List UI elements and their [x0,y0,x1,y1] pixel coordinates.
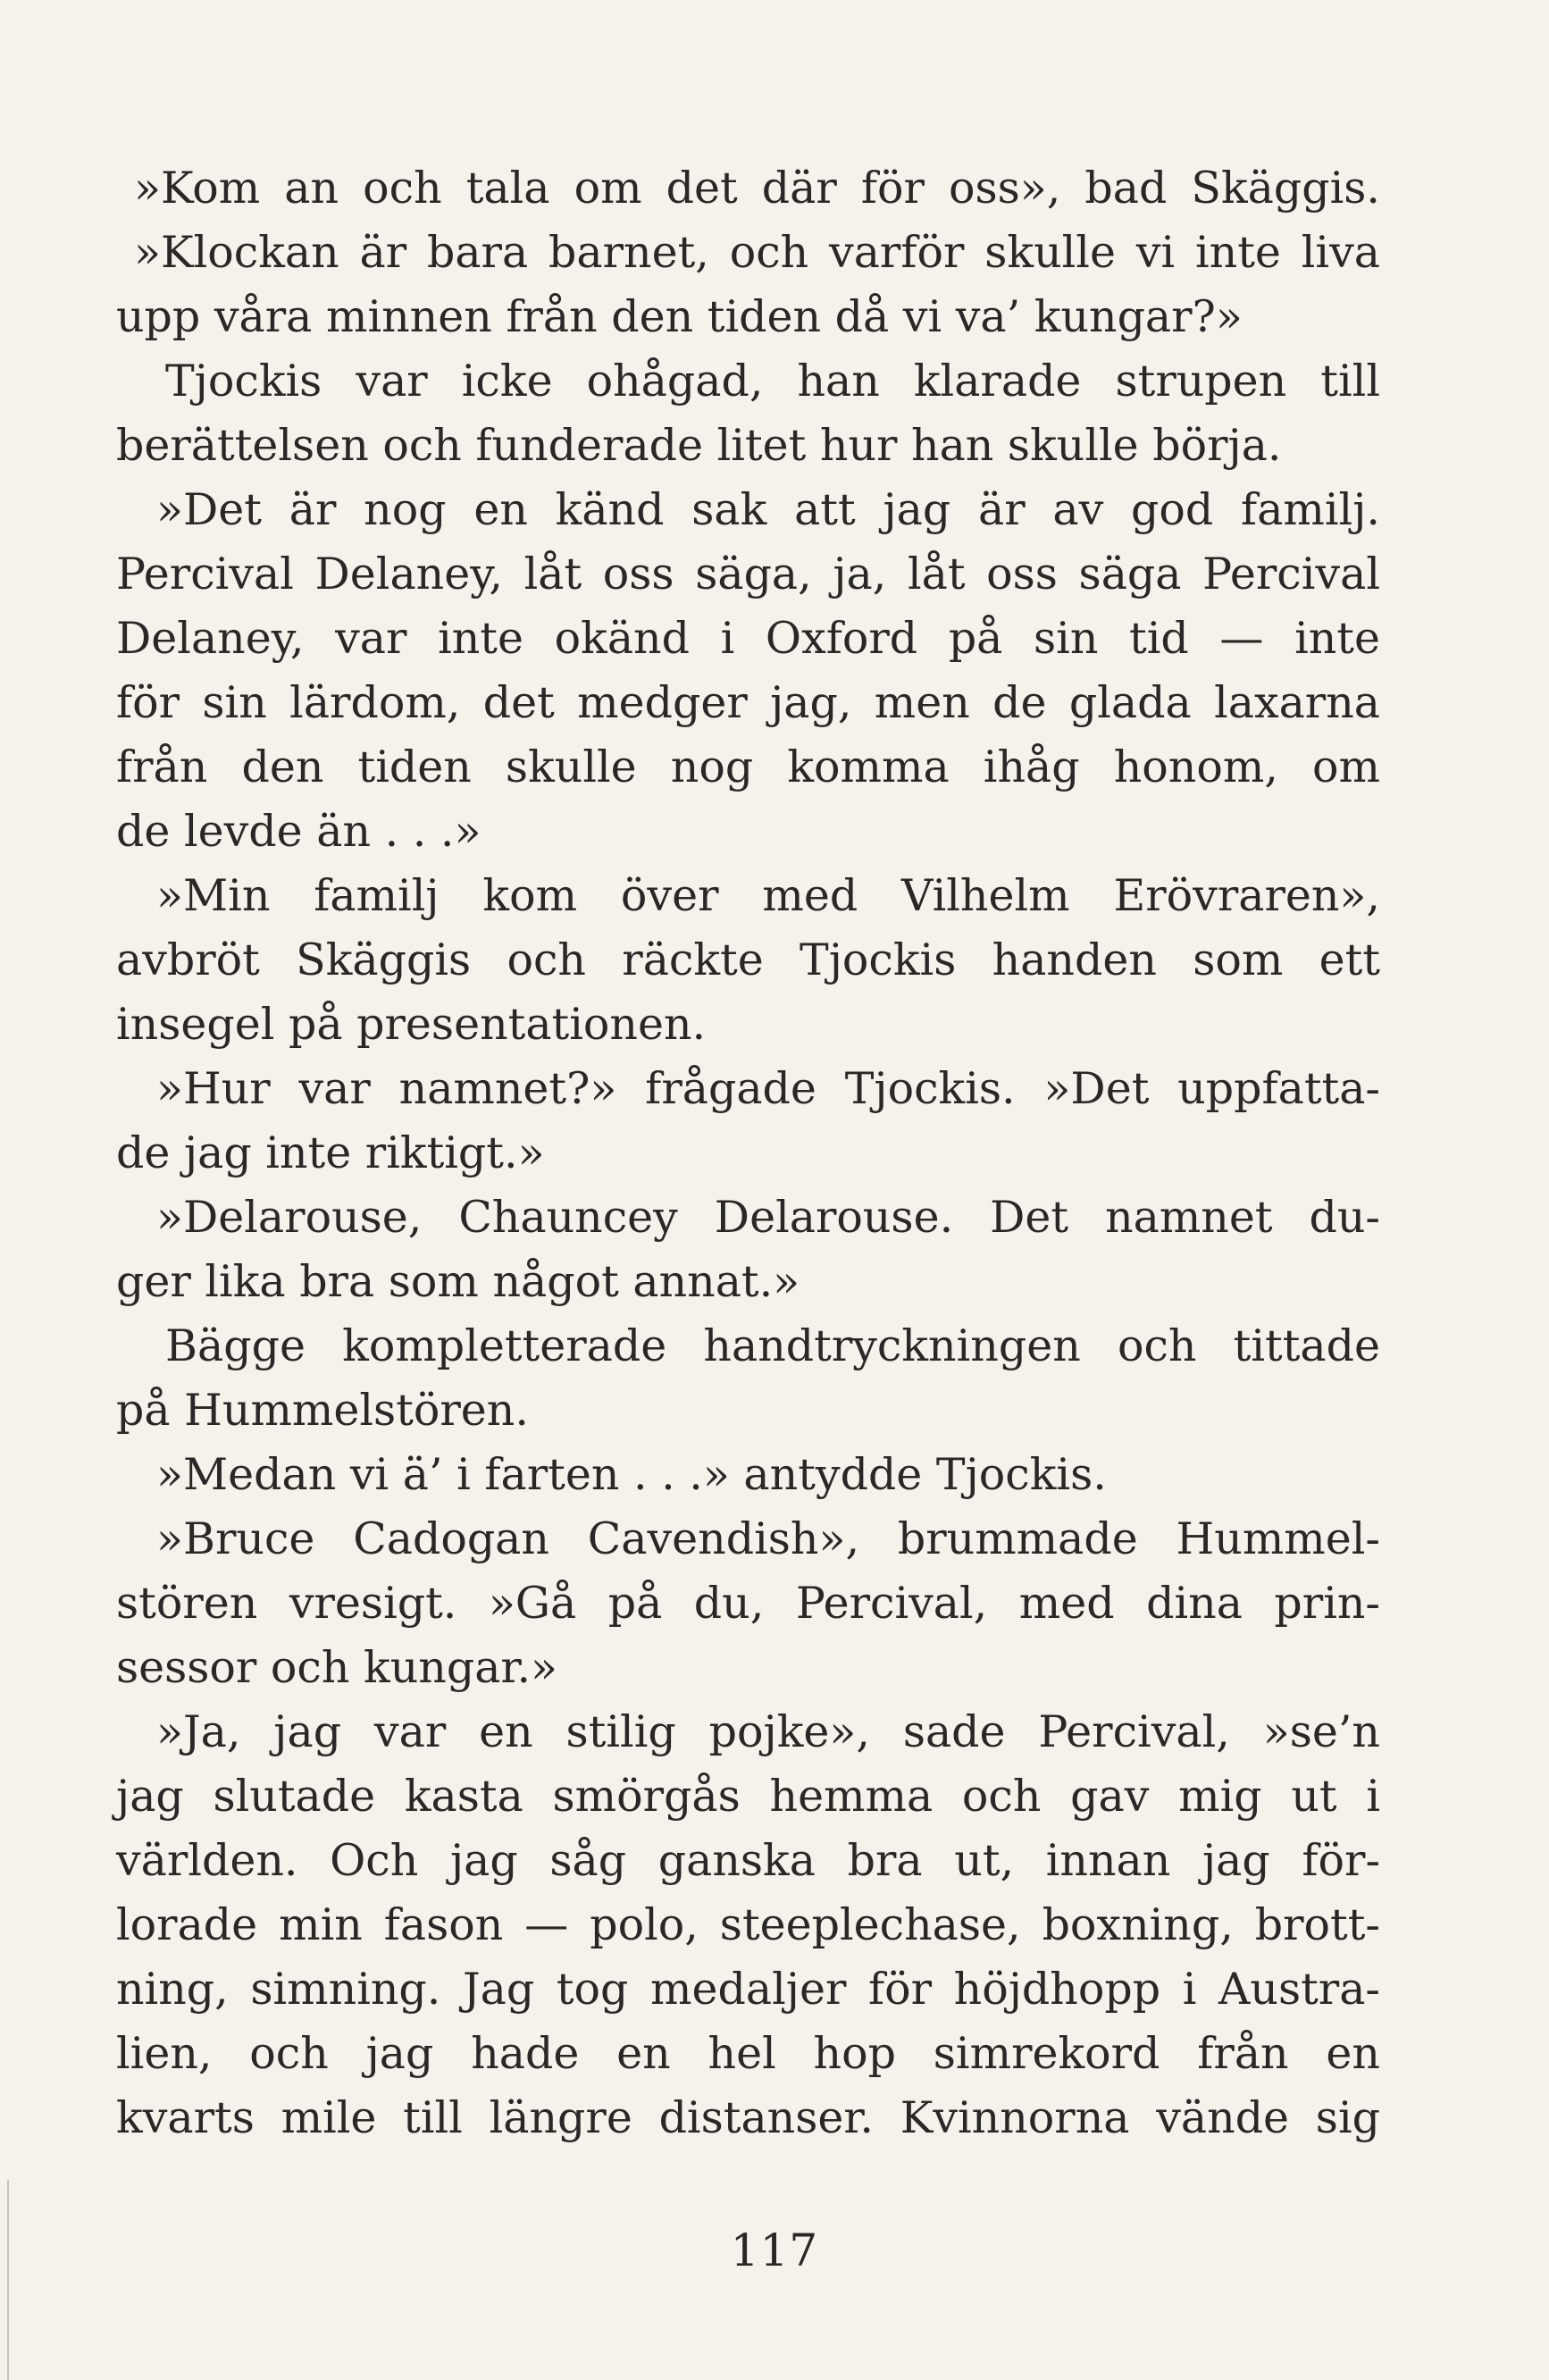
paragraph [116,156,1380,349]
text-line: »Medan vi ä’ i farten . . .» antydde Tjockis. [156,1449,1107,1500]
page-number: 117 [730,2225,819,2276]
paragraph [116,478,1380,864]
text-line: insegel på presentationen. [116,999,707,1050]
text-line: berättelsen och funderade litet hur han skulle börja. [116,420,1282,471]
text-line: de levde än . . .» [116,806,481,857]
gutter-edge [7,2180,9,2380]
text-line: upp våra minnen från den tiden då vi va’ kungar?» [116,291,1243,342]
text-line: »Hur var namnet?» frågade Tjockis. »Det uppfatta- [156,1063,1380,1114]
text-line: avbröt Skäggis och räckte Tjockis handen som ett [116,934,1380,985]
text-line: Tjockis var icke ohågad, han klarade strupen till [165,356,1380,406]
text-line: lien, och jag hade en hel hop simrekord från en [116,2028,1380,2079]
paragraph [116,349,1380,478]
paragraph [116,864,1380,1057]
paragraph [116,1314,1380,1443]
text-line: lorade min fason — polo, steeplechase, boxning, brott- [116,1899,1380,1950]
text-line: »Bruce Cadogan Cavendish», brummade Hummel- [156,1513,1380,1564]
text-line: »Det är nog en känd sak att jag är av god familj. [156,484,1380,535]
text-line: ger lika bra som något annat.» [116,1256,800,1307]
text-line: »Kom an och tala om det där för oss», bad Skäggis. [134,163,1380,214]
text-line: Delaney, var inte okänd i Oxford på sin tid — inte [116,613,1380,664]
text-line: för sin lärdom, det medger jag, men de glada laxarna [116,677,1380,728]
text-line: Bägge kompletterade handtryckningen och tittade [165,1320,1380,1371]
text-line: stören vresigt. »Gå på du, Percival, med dina prin- [116,1578,1380,1629]
text-line: på Hummelstören. [116,1385,529,1436]
paragraph [116,1057,1380,1186]
text-line: »Delarouse, Chauncey Delarouse. Det namnet du- [156,1192,1380,1243]
text-line: »Min familj kom över med Vilhelm Erövraren», [156,870,1380,921]
text-line: från den tiden skulle nog komma ihåg honom, om [116,742,1380,792]
paragraph [116,1507,1380,1700]
paragraph [116,1443,1380,1507]
text-line: ning, simning. Jag tog medaljer för höjdhopp i Austra- [116,1964,1380,2015]
paragraph [116,1186,1380,1314]
text-line: världen. Och jag såg ganska bra ut, innan jag för- [116,1835,1380,1886]
text-line: sessor och kungar.» [116,1642,557,1693]
text-line: »Klockan är bara barnet, och varför skulle vi inte liva [134,227,1380,278]
text-line: jag slutade kasta smörgås hemma och gav mig ut i [116,1771,1380,1822]
text-line: »Ja, jag var en stilig pojke», sade Percival, »se’n [156,1706,1380,1757]
body-text [116,156,1380,2150]
text-line: de jag inte riktigt.» [116,1127,545,1178]
text-line: kvarts mile till längre distanser. Kvinnorna vände sig [116,2092,1380,2143]
paragraph [116,1700,1380,2150]
text-line: Percival Delaney, låt oss säga, ja, låt oss säga Percival [116,549,1380,599]
